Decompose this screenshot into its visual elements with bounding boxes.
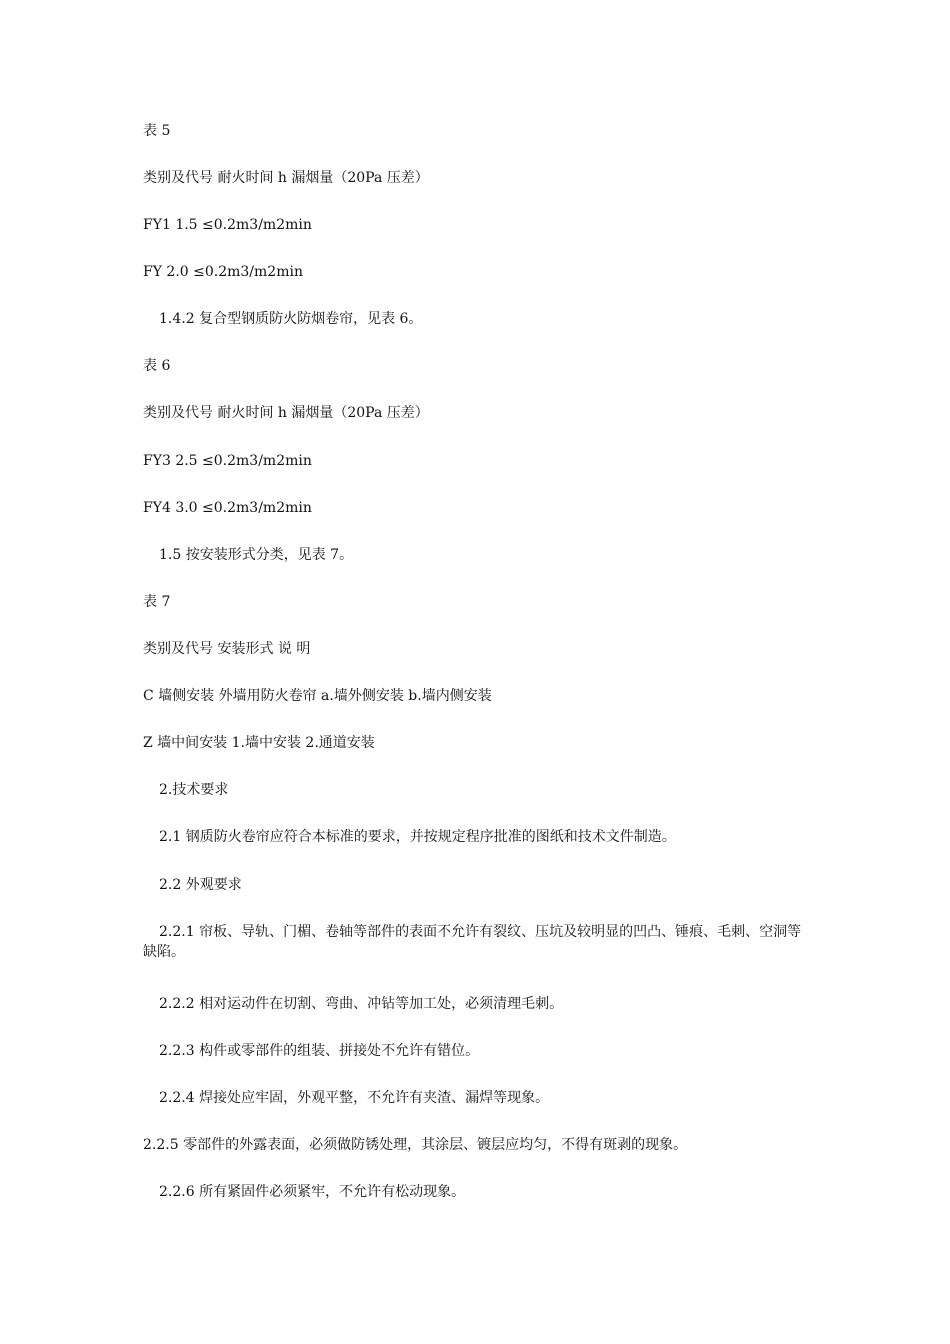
section-2-2: 2.2 外观要求 bbox=[159, 877, 242, 893]
table-5-header-row: 类别及代号 耐火时间 h 漏烟量（20Pa 压差） bbox=[143, 170, 429, 186]
section-1-5: 1.5 按安装形式分类，见表 7。 bbox=[159, 547, 354, 563]
section-2-heading: 2.技术要求 bbox=[159, 782, 229, 798]
section-2-2-4: 2.2.4 焊接处应牢固，外观平整，不允许有夹渣、漏焊等现象。 bbox=[159, 1090, 550, 1106]
table-7-row-c: C 墙侧安装 外墙用防火卷帘 a.墙外侧安装 b.墙内侧安装 bbox=[143, 688, 492, 704]
table-6-caption: 表 6 bbox=[143, 358, 171, 374]
section-2-2-6: 2.2.6 所有紧固件必须紧牢，不允许有松动现象。 bbox=[159, 1184, 466, 1200]
table-5-row-fy1: FY1 1.5 ≤0.2m3/m2min bbox=[143, 217, 312, 233]
table-7-header-row: 类别及代号 安装形式 说 明 bbox=[143, 641, 311, 657]
table-7-row-z: Z 墙中间安装 1.墙中安装 2.通道安装 bbox=[143, 735, 375, 751]
section-2-1: 2.1 钢质防火卷帘应符合本标准的要求，并按规定程序批准的图纸和技术文件制造。 bbox=[159, 829, 676, 845]
table-7-caption: 表 7 bbox=[143, 594, 171, 610]
section-2-2-3: 2.2.3 构件或零部件的组装、拼接处不允许有错位。 bbox=[159, 1043, 480, 1059]
section-2-2-2: 2.2.2 相对运动件在切割、弯曲、冲钻等加工处，必须清理毛刺。 bbox=[159, 996, 564, 1012]
table-5-row-fy: FY 2.0 ≤0.2m3/m2min bbox=[143, 264, 303, 280]
table-6-header-row: 类别及代号 耐火时间 h 漏烟量（20Pa 压差） bbox=[143, 405, 429, 421]
table-6-row-fy3: FY3 2.5 ≤0.2m3/m2min bbox=[143, 453, 312, 469]
section-2-2-1: 2.2.1 帘板、导轨、门楣、卷轴等部件的表面不允许有裂纹、压坑及较明显的凹凸、锤痕、毛刺、空洞等缺陷。 bbox=[143, 924, 802, 960]
table-5-caption: 表 5 bbox=[143, 123, 171, 139]
section-2-2-5: 2.2.5 零部件的外露表面，必须做防锈处理，其涂层、镀层应均匀，不得有斑剥的现象。 bbox=[143, 1137, 688, 1153]
table-6-row-fy4: FY4 3.0 ≤0.2m3/m2min bbox=[143, 500, 312, 516]
section-1-4-2: 1.4.2 复合型钢质防火防烟卷帘，见表 6。 bbox=[159, 311, 423, 327]
